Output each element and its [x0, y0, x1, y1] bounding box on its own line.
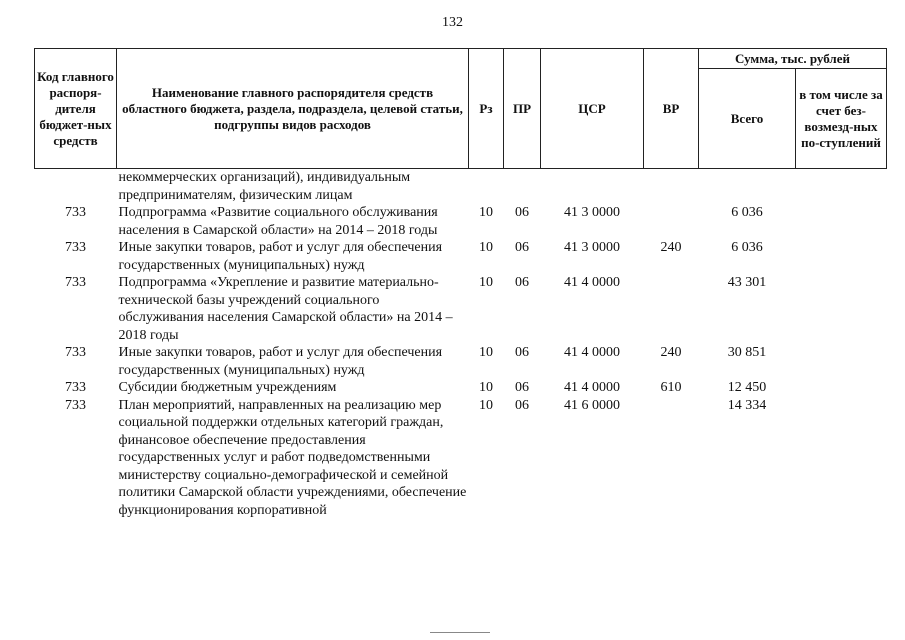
row-total: 6 036	[731, 240, 763, 255]
row-vr: 240	[660, 345, 682, 360]
row-pr: 06	[515, 397, 529, 413]
row-vr	[644, 169, 699, 205]
page-number: 132	[442, 15, 463, 30]
row-rz: 10	[479, 345, 493, 360]
row-csr: 41 4 0000	[564, 345, 620, 360]
row-total: 14 334	[727, 397, 767, 413]
row-total: 12 450	[727, 380, 767, 395]
table-row	[35, 344, 887, 379]
row-name: Подпрограмма «Развитие социального обслуживания населения в Самарской области» на 2014 – 2018 годы	[118, 205, 438, 238]
row-csr: 41 3 0000	[564, 205, 620, 220]
row-name: Иные закупки товаров, работ и услуг для обеспечения государственных (муниципальных) нужд	[118, 240, 443, 273]
row-csr	[541, 169, 644, 205]
row-vr	[644, 397, 699, 520]
table-row	[35, 274, 887, 344]
header-rz: Рз	[469, 49, 504, 169]
row-incl	[796, 239, 887, 274]
row-name: Подпрограмма «Укрепление и развитие материально-технической базы учреждений социального обслуживания населения Самарской области» на 2014 – 2018 годы	[118, 275, 453, 343]
row-csr: 41 3 0000	[564, 240, 620, 255]
row-code: 733	[65, 275, 86, 290]
row-vr	[644, 204, 699, 239]
row-code: 733	[65, 205, 86, 220]
row-incl	[796, 344, 887, 379]
footer-divider	[430, 632, 490, 633]
row-rz	[469, 169, 504, 205]
row-vr	[644, 274, 699, 344]
table-row	[35, 239, 887, 274]
row-total	[699, 169, 796, 205]
row-incl	[796, 169, 887, 205]
header-code: Код главного распоря-дителя бюджет-ных средств	[35, 49, 117, 169]
row-incl	[796, 274, 887, 344]
row-csr: 41 4 0000	[564, 380, 620, 395]
header-sum: Сумма, тыс. рублей	[699, 49, 887, 69]
row-code: 733	[65, 345, 86, 360]
budget-table	[34, 48, 887, 519]
row-csr: 41 6 0000	[564, 397, 620, 413]
row-rz: 10	[479, 205, 493, 220]
row-code: 733	[65, 380, 86, 395]
row-name: некоммерческих организаций), индивидуальным предпринимателям, физическим лицам	[118, 170, 411, 203]
row-vr: 610	[660, 380, 682, 395]
row-csr: 41 4 0000	[564, 275, 620, 290]
row-incl	[796, 379, 887, 397]
row-pr: 06	[515, 275, 529, 290]
header-csr: ЦСР	[541, 49, 644, 169]
row-name: План мероприятий, направленных на реализацию мер социальной поддержки отдельных категорий граждан, финансовое обеспечение предоставления государственных услуг и работ подведомственными министерству социально-демографической и семейной политики Самарской области учреждениями, обеспечение функционирования корпоративной	[118, 397, 467, 518]
header-name: Наименование главного распорядителя средств областного бюджета, раздела, подраздела, целевой статьи, подгруппы видов расходов	[117, 49, 469, 169]
row-rz: 10	[479, 380, 493, 395]
row-pr: 06	[515, 345, 529, 360]
row-pr	[504, 169, 541, 205]
header-total: Всего	[699, 69, 796, 169]
row-total: 43 301	[727, 275, 767, 290]
row-name: Субсидии бюджетным учреждениям	[118, 380, 337, 395]
row-pr: 06	[515, 380, 529, 395]
row-total: 30 851	[727, 345, 767, 360]
header-vr: ВР	[644, 49, 699, 169]
row-vr: 240	[660, 240, 682, 255]
row-code: 733	[65, 397, 86, 413]
row-name: Иные закупки товаров, работ и услуг для обеспечения государственных (муниципальных) нужд	[118, 345, 443, 378]
table-row	[35, 169, 887, 205]
row-total: 6 036	[731, 205, 763, 220]
row-incl	[796, 397, 887, 520]
row-pr: 06	[515, 240, 529, 255]
table-row	[35, 204, 887, 239]
table-row	[35, 397, 887, 520]
row-pr: 06	[515, 205, 529, 220]
row-rz: 10	[479, 397, 493, 413]
row-code: 733	[65, 240, 86, 255]
row-incl	[796, 204, 887, 239]
row-rz: 10	[479, 240, 493, 255]
header-incl: в том числе за счет без-возмезд-ных по-ступлений	[796, 69, 887, 169]
row-code	[35, 169, 117, 205]
header-pr: ПР	[504, 49, 541, 169]
table-row	[35, 379, 887, 397]
row-rz: 10	[479, 275, 493, 290]
